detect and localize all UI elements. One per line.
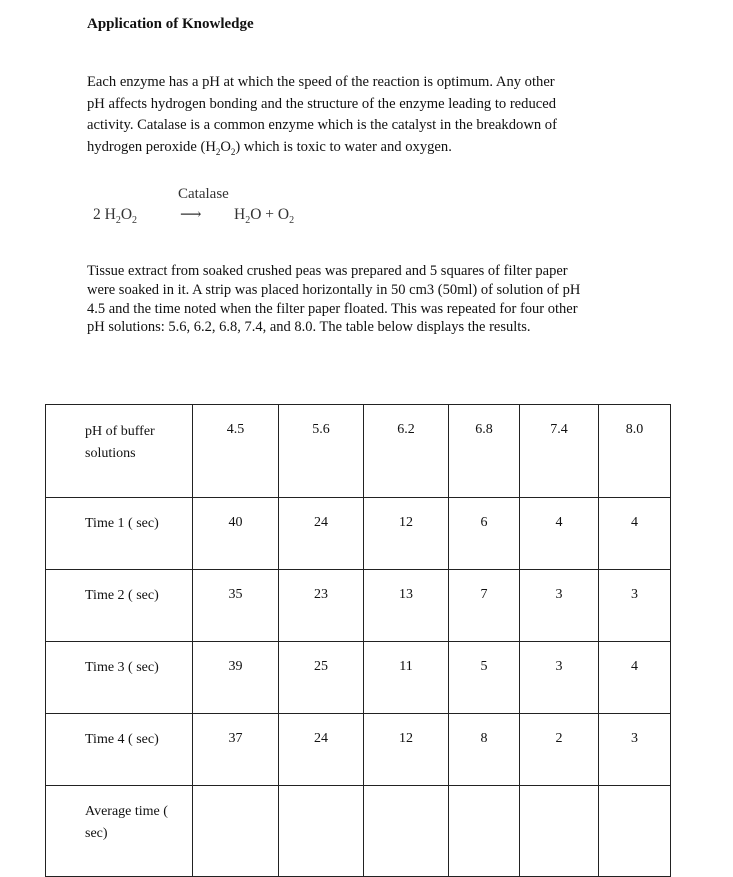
average-cell xyxy=(520,786,599,877)
intro-text: O xyxy=(220,138,231,155)
equation-reactant xyxy=(93,206,137,226)
method-paragraph: Tissue extract from soaked crushed peas was prepared and 5 squares of filter paper were soaked in it. A strip was placed horizontally in 50 cm3 (50ml) of solution of pH 4.5 and the time noted when the filter paper floated. This was repeated for four other pH solutions: 5.6, 6.2, 6.8, 7.4, and 8.0. The table below displays the results. xyxy=(87,263,581,336)
time-cell: 8 xyxy=(449,714,520,786)
row-label-cell: Time 2 ( sec) xyxy=(46,570,193,642)
table-row xyxy=(46,714,671,786)
time-cell: 25 xyxy=(279,642,364,714)
time-cell: 4 xyxy=(599,498,671,570)
time-cell: 23 xyxy=(279,570,364,642)
intro-text: Each enzyme has a pH at which the speed of the reaction is optimum. Any other pH affects hydrogen bonding and the structure of the enzyme leading to reduced activity. Catalase is a common enzyme which is the catalyst in the breakdown of hydrogen peroxide (H xyxy=(87,74,557,155)
time-cell: 24 xyxy=(279,498,364,570)
row-label-cell: Time 1 ( sec) xyxy=(46,498,193,570)
equation-text: 2 H xyxy=(93,206,116,223)
average-cell xyxy=(364,786,449,877)
average-cell xyxy=(449,786,520,877)
equation-subscript: 2 xyxy=(289,215,295,226)
time-cell: 4 xyxy=(520,498,599,570)
time-cell: 3 xyxy=(520,642,599,714)
time-cell: 40 xyxy=(193,498,279,570)
equation-subscript: 2 xyxy=(132,215,138,226)
ph-cell: 6.8 xyxy=(449,405,520,498)
row-label-cell: Time 3 ( sec) xyxy=(46,642,193,714)
intro-subscript: 2 xyxy=(215,146,221,157)
equation-text: O xyxy=(120,206,133,223)
average-row xyxy=(46,786,671,877)
time-cell: 4 xyxy=(599,642,671,714)
time-cell: 12 xyxy=(364,714,449,786)
row-label-cell: Time 4 ( sec) xyxy=(46,714,193,786)
intro-paragraph xyxy=(87,72,557,163)
table-row xyxy=(46,642,671,714)
table-row xyxy=(46,570,671,642)
time-cell: 37 xyxy=(193,714,279,786)
ph-cell: 6.2 xyxy=(364,405,449,498)
time-cell: 7 xyxy=(449,570,520,642)
equation-text: O + O xyxy=(250,206,290,223)
average-cell xyxy=(599,786,671,877)
catalyst-label: Catalase xyxy=(178,186,229,202)
average-label-cell: Average time ( sec) xyxy=(46,786,193,877)
average-cell xyxy=(193,786,279,877)
time-cell: 39 xyxy=(193,642,279,714)
header-label-cell: pH of buffer solutions xyxy=(46,405,193,498)
intro-subscript: 2 xyxy=(230,146,236,157)
time-cell: 12 xyxy=(364,498,449,570)
time-cell: 3 xyxy=(520,570,599,642)
equation-subscript: 2 xyxy=(115,215,121,226)
equation-products xyxy=(234,206,294,226)
time-cell: 11 xyxy=(364,642,449,714)
time-cell: 24 xyxy=(279,714,364,786)
ph-cell: 8.0 xyxy=(599,405,671,498)
time-cell: 35 xyxy=(193,570,279,642)
ph-cell: 5.6 xyxy=(279,405,364,498)
ph-cell: 4.5 xyxy=(193,405,279,498)
ph-cell: 7.4 xyxy=(520,405,599,498)
equation-text: H xyxy=(234,206,246,223)
time-cell: 6 xyxy=(449,498,520,570)
average-cell xyxy=(279,786,364,877)
reaction-arrow-icon: ⟶ xyxy=(180,207,202,223)
page-title: Application of Knowledge xyxy=(87,16,254,32)
time-cell: 2 xyxy=(520,714,599,786)
time-cell: 5 xyxy=(449,642,520,714)
results-table xyxy=(45,404,671,877)
time-cell: 3 xyxy=(599,714,671,786)
table-header-row xyxy=(46,405,671,498)
intro-text: ) which is toxic to water and oxygen. xyxy=(235,138,452,155)
time-cell: 13 xyxy=(364,570,449,642)
table-row xyxy=(46,498,671,570)
time-cell: 3 xyxy=(599,570,671,642)
equation-subscript: 2 xyxy=(245,215,251,226)
